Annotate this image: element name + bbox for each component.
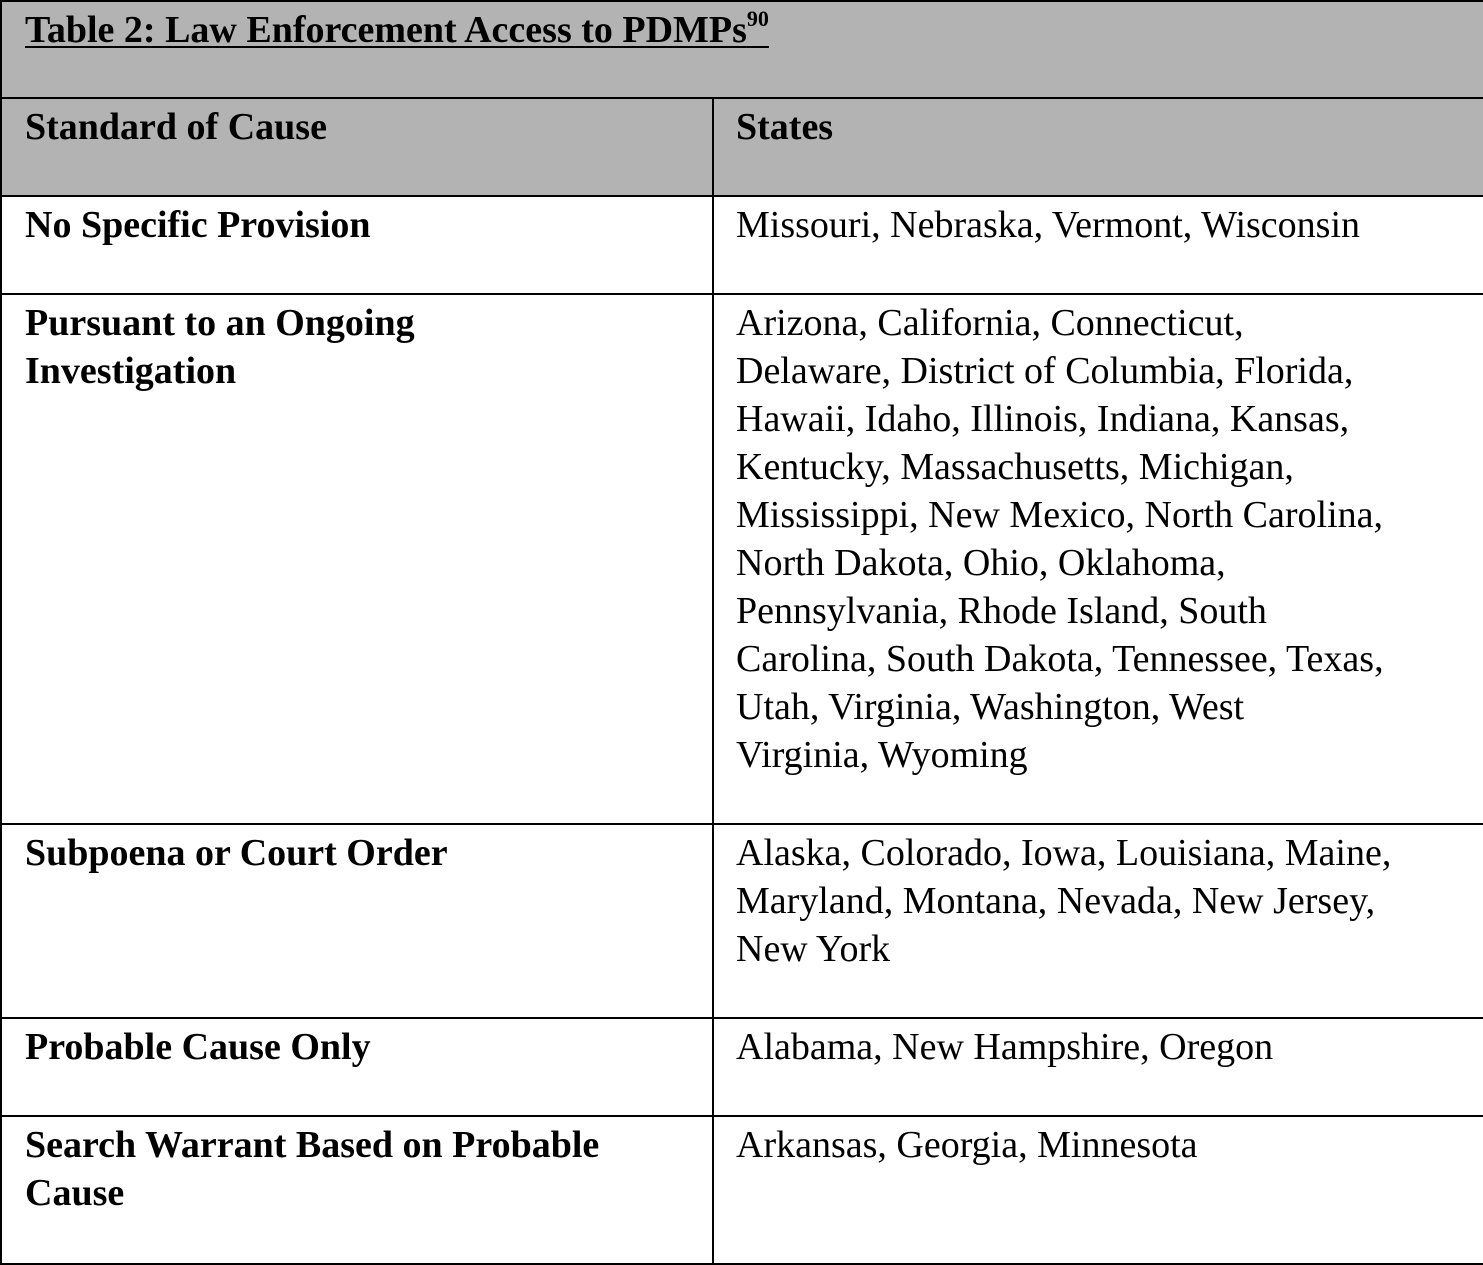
states-text: Utah, Virginia, Washington, West — [736, 686, 1245, 728]
cause-text: Probable Cause Only — [25, 1026, 371, 1068]
table-row — [2, 197, 1483, 295]
cause-cell — [2, 825, 714, 1017]
table-title-text: Table 2: Law Enforcement Access to PDMPs — [25, 9, 747, 51]
cause-text: No Specific Provision — [25, 204, 371, 246]
header-col2-label: States — [736, 106, 834, 148]
cause-cell — [2, 1019, 714, 1115]
states-text: Arkansas, Georgia, Minnesota — [736, 1124, 1198, 1166]
table-title-row — [2, 2, 1483, 99]
table-header-row — [2, 99, 1483, 197]
states-text: Kentucky, Massachusetts, Michigan, — [736, 446, 1294, 488]
states-text: Delaware, District of Columbia, Florida, — [736, 350, 1354, 392]
states-text: Alaska, Colorado, Iowa, Louisiana, Maine, — [736, 832, 1392, 874]
states-text: Alabama, New Hampshire, Oregon — [736, 1026, 1274, 1068]
states-text: Virginia, Wyoming — [736, 734, 1028, 776]
states-text: Missouri, Nebraska, Vermont, Wisconsin — [736, 204, 1361, 246]
cause-text: Search Warrant Based on Probable — [25, 1124, 600, 1166]
states-text: Carolina, South Dakota, Tennessee, Texas, — [736, 638, 1384, 680]
header-states — [714, 99, 1483, 195]
states-text: Maryland, Montana, Nevada, New Jersey, — [736, 880, 1376, 922]
cause-text: Investigation — [25, 350, 237, 392]
header-col1-label: Standard of Cause — [25, 106, 327, 148]
cause-cell — [2, 1117, 714, 1263]
title-footnote-marker: 90 — [746, 6, 769, 31]
states-text: Pennsylvania, Rhode Island, South — [736, 590, 1267, 632]
table-row — [2, 825, 1483, 1019]
cause-text: Subpoena or Court Order — [25, 832, 448, 874]
states-cell — [714, 1019, 1483, 1115]
cause-cell — [2, 197, 714, 293]
states-cell — [714, 1117, 1483, 1263]
states-text: North Dakota, Ohio, Oklahoma, — [736, 542, 1226, 584]
states-text: New York — [736, 928, 891, 970]
states-text: Arizona, California, Connecticut, — [736, 302, 1244, 344]
header-standard-of-cause — [2, 99, 714, 195]
states-text: Mississippi, New Mexico, North Carolina, — [736, 494, 1384, 536]
states-cell — [714, 825, 1483, 1017]
states-cell — [714, 295, 1483, 823]
table-title — [25, 8, 769, 52]
table-row — [2, 1019, 1483, 1117]
cause-cell — [2, 295, 714, 823]
states-cell — [714, 197, 1483, 293]
states-text: Hawaii, Idaho, Illinois, Indiana, Kansas, — [736, 398, 1350, 440]
table-row — [2, 1117, 1483, 1263]
cause-text: Cause — [25, 1172, 125, 1214]
cause-text: Pursuant to an Ongoing — [25, 302, 415, 344]
table-row — [2, 295, 1483, 825]
